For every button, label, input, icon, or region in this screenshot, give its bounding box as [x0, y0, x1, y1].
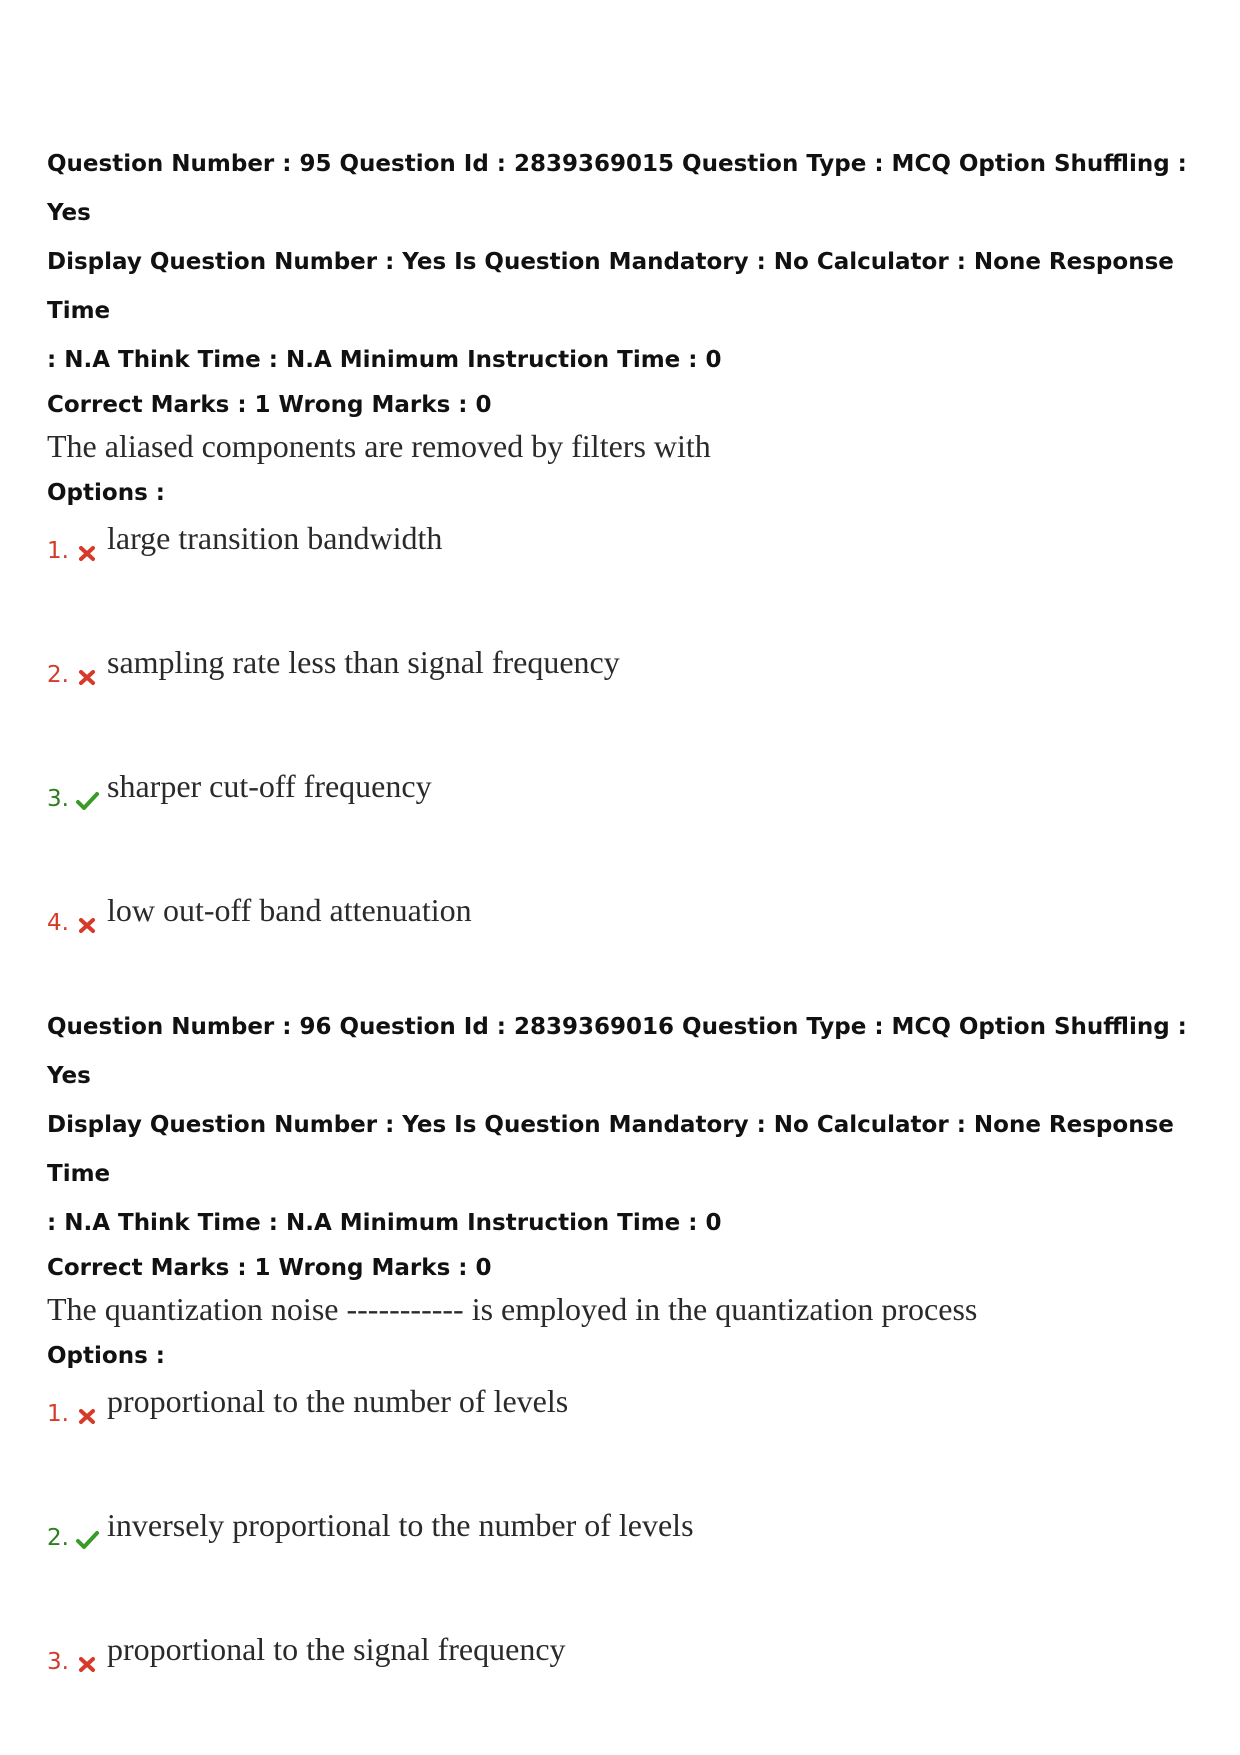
question-meta-line: Display Question Number : Yes Is Question Mandatory : No Calculator : None Response Time	[47, 249, 1174, 324]
option-number: 4.	[47, 910, 69, 936]
option-text: inversely proportional to the number of levels	[107, 1507, 694, 1543]
option-text: low out-off band attenuation	[107, 892, 472, 928]
question-text: The aliased components are removed by filters with	[47, 428, 711, 464]
question-meta-line: : N.A Think Time : N.A Minimum Instruction Time : 0	[47, 1210, 722, 1236]
cross-icon	[75, 542, 99, 564]
check-icon	[75, 790, 99, 812]
question-meta-line: : N.A Think Time : N.A Minimum Instruction Time : 0	[47, 347, 722, 373]
option-item	[47, 510, 1207, 634]
option-text: proportional to the signal frequency	[107, 1631, 566, 1667]
options-list	[47, 1373, 1207, 1745]
options-label: Options :	[47, 480, 165, 506]
option-number: 2.	[47, 1525, 69, 1551]
question-marks: Correct Marks : 1 Wrong Marks : 0	[47, 392, 492, 418]
cross-icon	[75, 1653, 99, 1675]
option-item	[47, 1621, 1207, 1745]
option-number: 2.	[47, 662, 69, 688]
check-icon	[75, 1529, 99, 1551]
option-item	[47, 882, 1207, 1006]
option-item	[47, 758, 1207, 882]
question-block-96	[47, 1003, 1207, 1745]
option-item	[47, 1497, 1207, 1621]
question-meta-line: Question Number : 96 Question Id : 2839369016 Question Type : MCQ Option Shuffling : Yes	[47, 1014, 1187, 1089]
cross-icon	[75, 1405, 99, 1427]
option-text: proportional to the number of levels	[107, 1383, 569, 1419]
option-item	[47, 634, 1207, 758]
option-number: 1.	[47, 1401, 69, 1427]
option-number: 1.	[47, 538, 69, 564]
question-marks: Correct Marks : 1 Wrong Marks : 0	[47, 1255, 492, 1281]
question-text: The quantization noise ----------- is employed in the quantization process	[47, 1291, 978, 1327]
option-item	[47, 1373, 1207, 1497]
option-text: sampling rate less than signal frequency	[107, 644, 620, 680]
option-text: large transition bandwidth	[107, 520, 443, 556]
cross-icon	[75, 666, 99, 688]
question-meta-line: Display Question Number : Yes Is Question Mandatory : No Calculator : None Response Time	[47, 1112, 1174, 1187]
question-meta-line: Question Number : 95 Question Id : 2839369015 Question Type : MCQ Option Shuffling : Yes	[47, 151, 1187, 226]
option-number: 3.	[47, 786, 69, 812]
option-text: sharper cut-off frequency	[107, 768, 432, 804]
option-number: 3.	[47, 1649, 69, 1675]
question-block-95	[47, 140, 1207, 1006]
options-label: Options :	[47, 1343, 165, 1369]
cross-icon	[75, 914, 99, 936]
options-list	[47, 510, 1207, 1006]
